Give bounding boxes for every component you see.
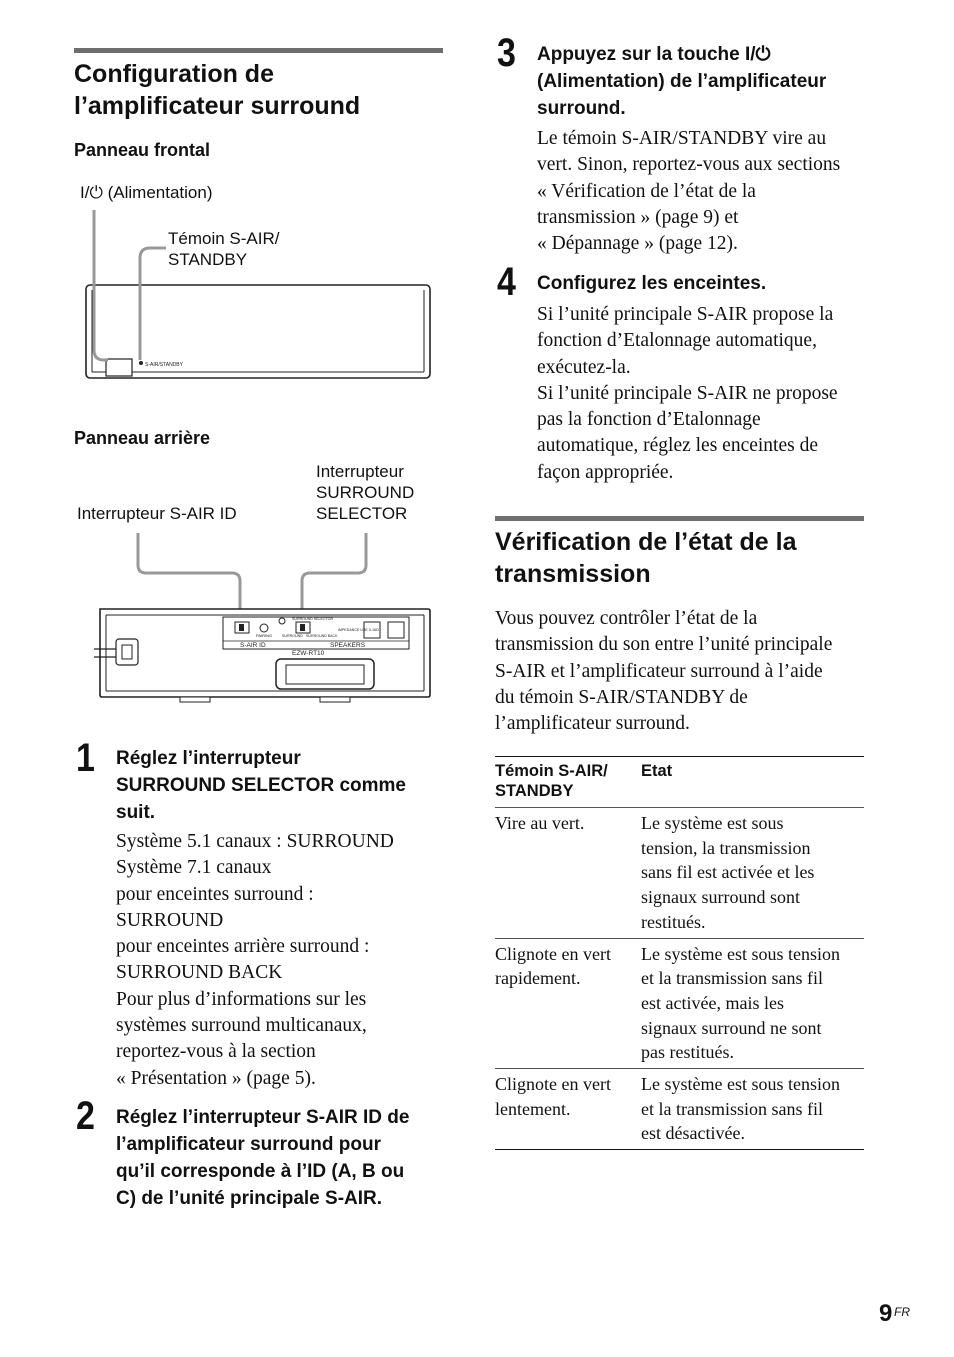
rear-panel-diagram bbox=[80, 525, 440, 710]
device-impedance-text: IMPEDANCE USE 3-16Ω bbox=[338, 628, 379, 632]
table-cell-indicator: Clignote en vert rapidement. bbox=[495, 938, 641, 1069]
device-standby-text: S-AIR/STANDBY bbox=[145, 362, 183, 368]
step-4-title: Configurez les enceintes. bbox=[537, 273, 767, 294]
indicator-label: Témoin S-AIR/ STANDBY bbox=[168, 229, 280, 269]
page-language: FR bbox=[894, 1305, 910, 1319]
indicator-state-table bbox=[495, 756, 864, 1150]
device-surround-back-text: SURROUND BACK bbox=[306, 634, 338, 638]
section-rule-top bbox=[74, 48, 443, 53]
table-row bbox=[495, 1069, 864, 1150]
step-1-title: Réglez l’interrupteur SURROUND SELECTOR comme suit. bbox=[116, 748, 406, 823]
table-row bbox=[495, 808, 864, 939]
rear-panel-heading: Panneau arrière bbox=[74, 428, 211, 448]
step-3-number: 3 bbox=[497, 31, 516, 75]
section-title-configuration: Configuration de l’amplificateur surround bbox=[74, 60, 361, 120]
step-3-title: Appuyez sur la touche I/⏻ (Alimentation) de l’amplificateur surround. bbox=[537, 44, 827, 119]
device-sair-id-text: S-AIR ID bbox=[240, 642, 266, 649]
table-header-row bbox=[495, 757, 864, 808]
surround-switch-label: Interrupteur SURROUND SELECTOR bbox=[316, 462, 415, 523]
table-cell-indicator: Vire au vert. bbox=[495, 808, 641, 939]
page-number: 9 bbox=[879, 1300, 893, 1327]
device-pairing-text: PAIRING bbox=[256, 633, 273, 638]
table-row bbox=[495, 938, 864, 1069]
device-model-text: EZW-RT10 bbox=[292, 650, 325, 657]
table-cell-state: Le système est sous tension et la transmission sans fil est activée, mais les signaux surround ne sont pas restitués. bbox=[641, 938, 864, 1069]
step-2-number: 2 bbox=[76, 1094, 95, 1138]
step-1-body: Système 5.1 canaux : SURROUND Système 7.1 canaux pour enceintes surround : SURROUND pour enceintes arrière surround : SURROUND BACK Pour plus d’informations sur les systèmes surround multicanaux, reportez-vous à la section « Présentation » (page 5). bbox=[116, 831, 394, 1089]
step-1-number: 1 bbox=[76, 736, 95, 780]
front-panel-heading: Panneau frontal bbox=[74, 140, 211, 160]
sair-switch-label: Interrupteur S-AIR ID bbox=[77, 504, 237, 523]
device-speakers-text: SPEAKERS bbox=[330, 642, 366, 649]
power-button-label: I/⏻ (Alimentation) bbox=[80, 183, 213, 202]
step-4-body: Si l’unité principale S-AIR propose la fonction d’Etalonnage automatique, exécutez-la. Si l’unité principale S-AIR ne propose pas la fonction d’Etalonnage automatique, réglez les enceintes de façon appropriée. bbox=[537, 304, 838, 483]
section-title-verification: Vérification de l’état de la transmission bbox=[495, 528, 797, 588]
front-panel-diagram bbox=[70, 200, 445, 390]
table-cell-state: Le système est sous tension et la transmission sans fil est désactivée. bbox=[641, 1069, 864, 1150]
table-header-state: Etat bbox=[641, 757, 864, 808]
step-2-title: Réglez l’interrupteur S-AIR ID de l’amplificateur surround pour qu’il corresponde à l’ID (A, B ou C) de l’unité principale S-AIR. bbox=[116, 1107, 410, 1209]
device-surround-selector-text: SURROUND SELECTOR bbox=[292, 617, 334, 621]
table-cell-state: Le système est sous tension, la transmission sans fil est activée et les signaux surround sont restitués. bbox=[641, 808, 864, 939]
device-surround-text: SURROUND bbox=[282, 634, 303, 638]
table-header-indicator: Témoin S-AIR/ STANDBY bbox=[495, 757, 641, 808]
step-3-body: Le témoin S-AIR/STANDBY vire au vert. Sinon, reportez-vous aux sections « Vérification de l’état de la transmission » (page 9) et « Dépannage » (page 12). bbox=[537, 128, 841, 255]
verification-intro: Vous pouvez contrôler l’état de la transmission du son entre l’unité principale S-AIR et l’amplificateur surround à l’aide du témoin S-AIR/STANDBY de l’amplificateur surround. bbox=[495, 608, 833, 735]
step-4-number: 4 bbox=[497, 260, 516, 304]
table-cell-indicator: Clignote en vert lentement. bbox=[495, 1069, 641, 1150]
section-rule-verification bbox=[495, 516, 864, 521]
